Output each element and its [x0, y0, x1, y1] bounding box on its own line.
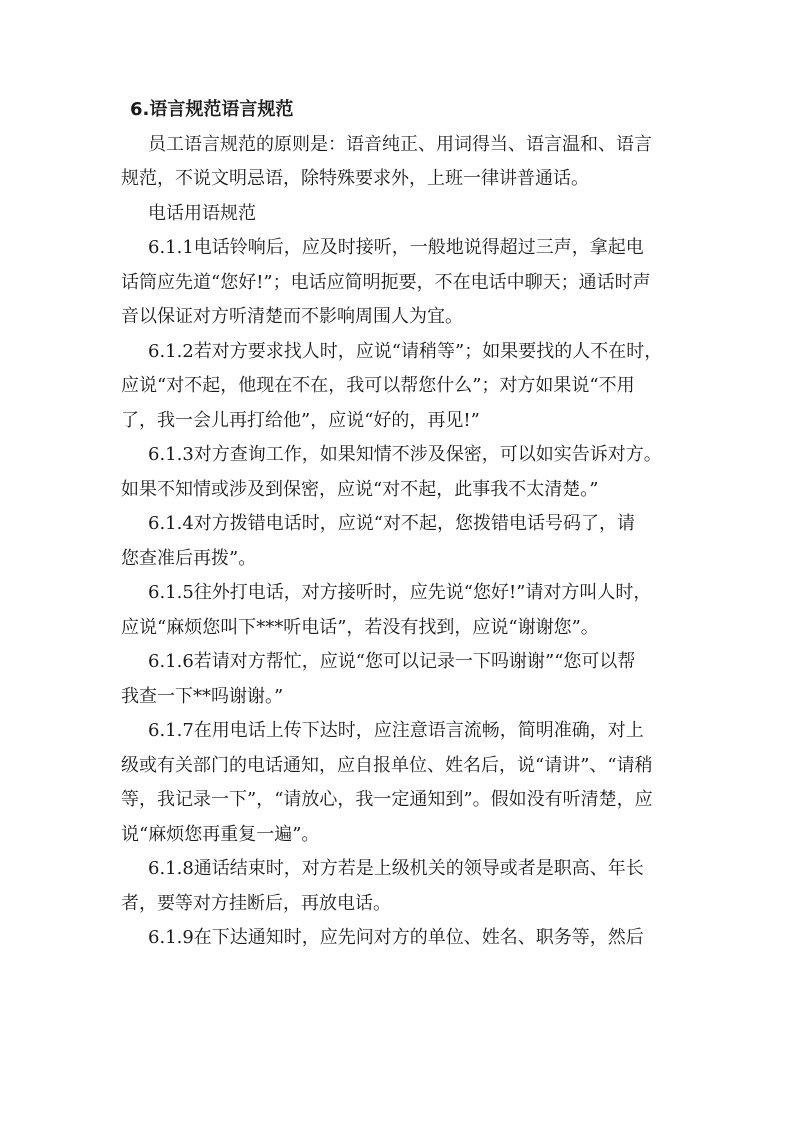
document-body: [121, 93, 677, 956]
paragraph-6-1-5: 6.1.5往外打电话，对方接听时，应先说“您好!”请对方叫人时， 应说“麻烦您叫下***听电话”，若没有找到，应说“谢谢您”。: [121, 582, 652, 638]
paragraph-6-1-4: 6.1.4对方拨错电话时，应说“对不起，您拨错电话号码了，请 您查准后再拨”。: [121, 513, 635, 569]
paragraph-6-1-6: 6.1.6若请对方帮忙，应说“您可以记录一下吗谢谢”“您可以帮 我查一下**吗谢谢。”: [121, 651, 636, 707]
paragraph-6-1-1: 6.1.1电话铃响后，应及时接听，一般地说得超过三声，拿起电 话筒应先道“您好!”；电话应简明扼要，不在电话中聊天；通话时声 音以保证对方听清楚而不影响周围人为宜。: [121, 237, 651, 327]
paragraph-principles: 员工语言规范的原则是：语音纯正、用词得当、语言温和、语言 规范，不说文明忌语，除特殊要求外，上班一律讲普通话。: [121, 133, 652, 189]
paragraph-6-1-2: 6.1.2若对方要求找人时，应说“请稍等”；如果要找的人不在时， 应说“对不起，他现在不在，我可以帮您什么”；对方如果说“不用 了，我一会儿再打给他”，应说“好的，再见!”: [121, 340, 663, 431]
subheading-phone-language: 电话用语规范: [148, 202, 256, 224]
paragraph-6-1-3: 6.1.3对方查询工作，如果知情不涉及保密，可以如实告诉对方。 如果不知情或涉及到保密，应说“对不起，此事我不太清楚。”: [121, 444, 662, 500]
paragraph-6-1-9: 6.1.9在下达通知时，应先问对方的单位、姓名、职务等，然后: [148, 927, 644, 948]
paragraph-6-1-7: 6.1.7在用电话上传下达时，应注意语言流畅，简明准确，对上 级或有关部门的电话通知，应自报单位、姓名后，说“请讲”、“请稍 等，我记录一下”，“请放心，我一定通知到”。假如没有听清楚，应 说“麻烦您再重复一遍”。: [121, 720, 653, 845]
paragraph-6-1-8: 6.1.8通话结束时，对方若是上级机关的领导或者是职高、年长 者，要等对方挂断后，再放电话。: [121, 858, 644, 914]
section-title: 6.语言规范语言规范: [130, 99, 294, 120]
